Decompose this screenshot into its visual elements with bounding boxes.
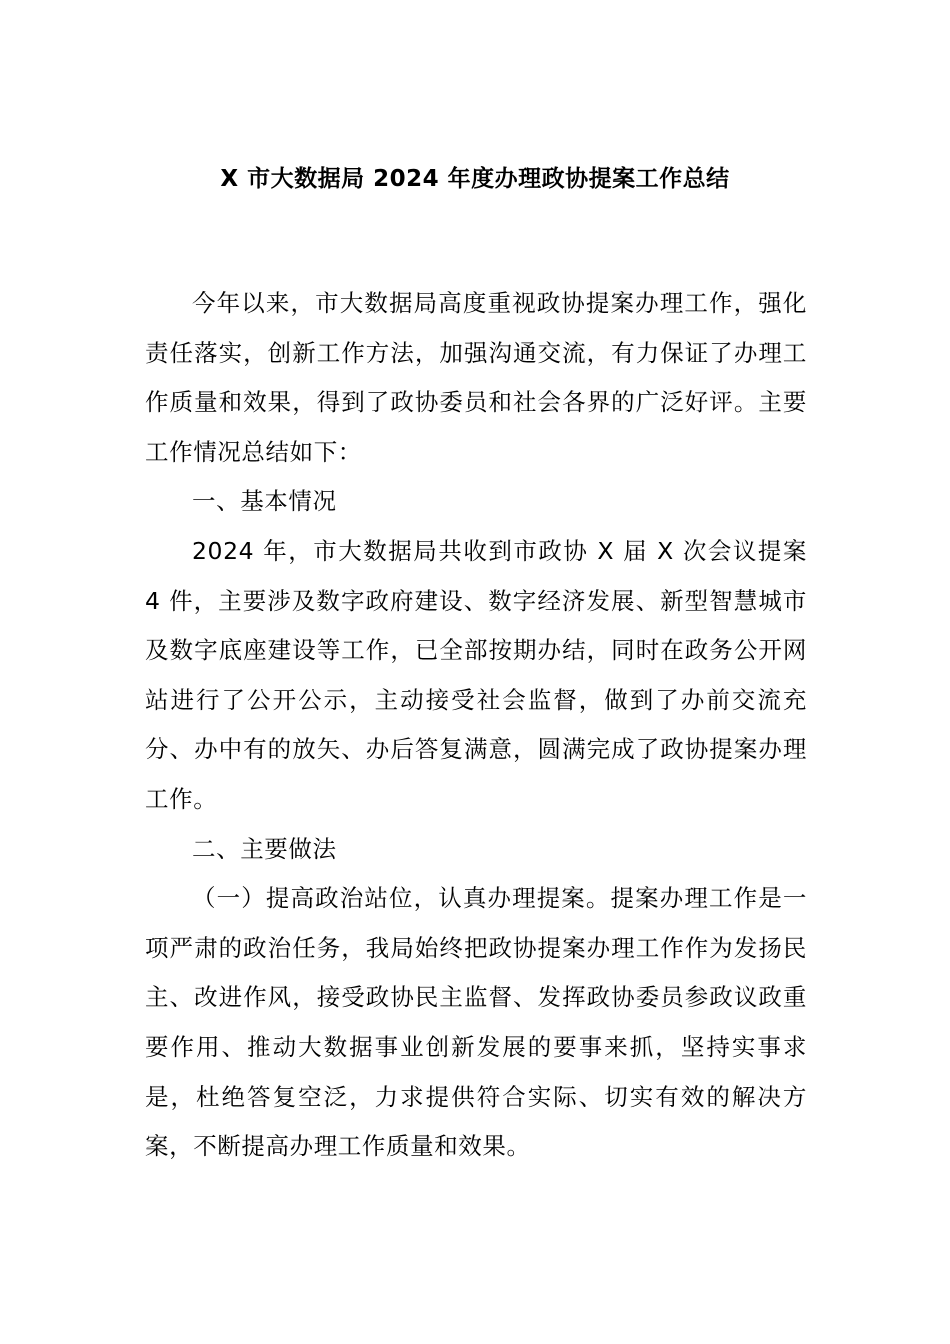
paragraph-basic-situation: 2024 年，市大数据局共收到市政协 X 届 X 次会议提案 4 件，主要涉及数字政府建设、数字经济发展、新型智慧城市及数字底座建设等工作，已全部按期办结，同时在政务公开网站进行了公开公示，主动接受社会监督，做到了办前交流充分、办中有的放矢、办后答复满意，圆满完成了政协提案办理工作。	[145, 536, 807, 813]
document-body	[145, 279, 807, 1172]
section-heading-main-practices: 二、主要做法	[192, 834, 337, 863]
section-heading-basic-situation: 一、基本情况	[192, 487, 337, 516]
document-title: X 市大数据局 2024 年度办理政协提案工作总结	[220, 166, 730, 192]
paragraph-intro: 今年以来，市大数据局高度重视政协提案办理工作，强化责任落实，创新工作方法，加强沟通交流，有力保证了办理工作质量和效果，得到了政协委员和社会各界的广泛好评。主要工作情况总结如下：	[145, 289, 807, 466]
paragraph-practice-one: （一）提高政治站位，认真办理提案。提案办理工作是一项严肃的政治任务，我局始终把政协提案办理工作作为发扬民主、改进作风，接受政协民主监督、发挥政协委员参政议政重要作用、推动大数据事业创新发展的要事来抓，坚持实事求是，杜绝答复空泛，力求提供符合实际、切实有效的解决方案，不断提高办理工作质量和效果。	[145, 884, 807, 1161]
